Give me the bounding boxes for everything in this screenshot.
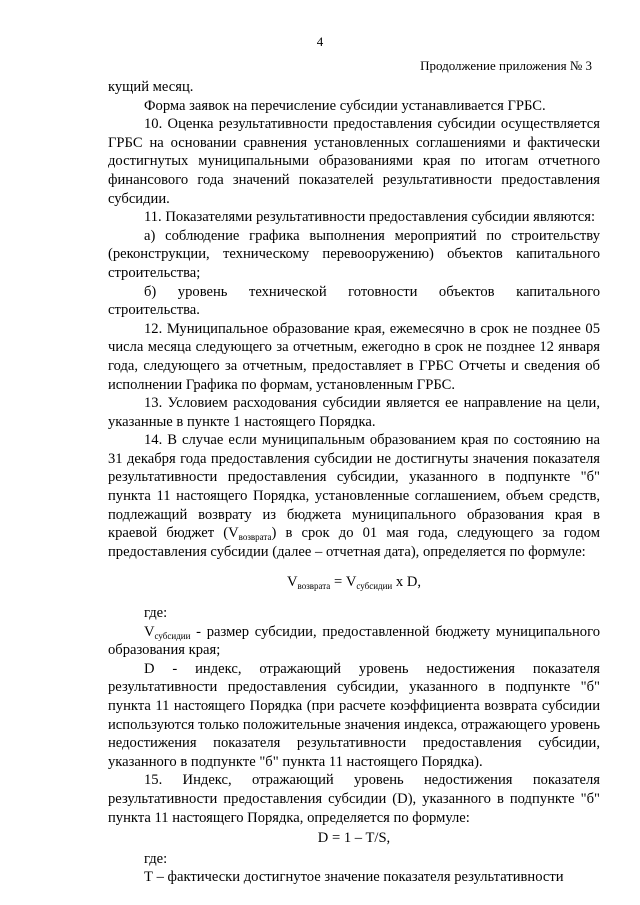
- formula-sub-subsidy: субсидии: [356, 581, 393, 592]
- paragraph-10: 10. Оценка результативности предоставления субсидии осуществляется ГРБС на основании сравнения установленных соглашениями и фактически достигнутых муниципальными образованиями края по итогам отчетного финансового года значений показателей результативности предоставления субсидии.: [108, 116, 600, 207]
- paragraph: Форма заявок на перечисление субсидии устанавливается ГРБС.: [144, 97, 546, 114]
- definition-v: V: [144, 623, 155, 640]
- document-body: [108, 78, 600, 887]
- paragraph-15: 15. Индекс, отражающий уровень недостижения показателя результативности предоставления субсидии (D), указанного в подпункте "б" пункта 11 настоящего Порядка, определяется по формуле:: [108, 772, 600, 826]
- appendix-continuation-note: Продолжение приложения № 3: [420, 58, 592, 73]
- definition-v-subscript: субсидии: [154, 630, 191, 641]
- paragraph-13: 13. Условием расходования субсидии является ее направление на цели, указанные в пункте 1 настоящего Порядка.: [108, 395, 600, 430]
- definition-v-subsidy: [108, 623, 600, 660]
- paragraph-11b: б) уровень технической готовности объектов капитального строительства.: [108, 283, 600, 319]
- formula-d-index: D = 1 – T/S,: [317, 830, 391, 847]
- formula-eq: = V: [330, 574, 357, 591]
- where-label-2: где:: [144, 850, 168, 867]
- definition-t: Т – фактически достигнутое значение показателя результативности: [144, 869, 564, 886]
- paragraph-12: 12. Муниципальное образование края, ежемесячно в срок не позднее 05 числа месяца следующего за отчетным, ежегодно в срок не позднее 12 января года, следующего за отчетным, предоставляет в ГРБС Отчеты и сведения об исполнении Графика по формам, установленным ГРБС.: [108, 320, 600, 393]
- formula-return-volume: [108, 573, 600, 592]
- definition-v-text: - размер субсидии, предоставленной бюджету муниципального образования края;: [108, 623, 600, 659]
- where-label: где:: [144, 605, 168, 622]
- paragraph-14-text-a: 14. В случае если муниципальным образованием края по состоянию на 31 декабря года предоставления субсидии не достигнуты значения показателя результативности предоставления субсидии, указанного в подпункте "б" пункта 11 настоящего Порядка, установленные соглашением, объем средств, подлежащий возврату из бюджета муниципального образования края в краевой бюджет (V: [108, 432, 600, 542]
- paragraph: кущий месяц.: [108, 79, 194, 95]
- paragraph-14-text-b: ) в срок до 01 мая года, следующего за годом предоставления субсидии (далее – отчетная дата), определяется по формуле:: [108, 525, 600, 560]
- formula-v: V: [286, 574, 298, 591]
- formula-rest: x D,: [392, 574, 422, 591]
- page-number: 4: [316, 34, 324, 49]
- paragraph-14: [108, 431, 600, 561]
- definition-d-index: D - индекс, отражающий уровень недостижения показателя результативности предоставления субсидии, указанного в подпункте "б" пункта 11 настоящего Порядка (при расчете коэффициента возврата субсидии используются только положительные значения индекса, отражающего уровень недостижения показателя результативности предоставления субсидии, указанного в подпункте "б" пункта 11 настоящего Порядка).: [108, 660, 600, 770]
- paragraph-11: 11. Показателями результативности предоставления субсидии являются:: [144, 209, 596, 226]
- paragraph-11a: а) соблюдение графика выполнения мероприятий по строительству (реконструкции, техническому перевооружению) объектов капитального строительства;: [108, 227, 600, 281]
- v-return-subscript: возврата: [238, 532, 272, 543]
- formula-sub-return: возврата: [297, 581, 331, 592]
